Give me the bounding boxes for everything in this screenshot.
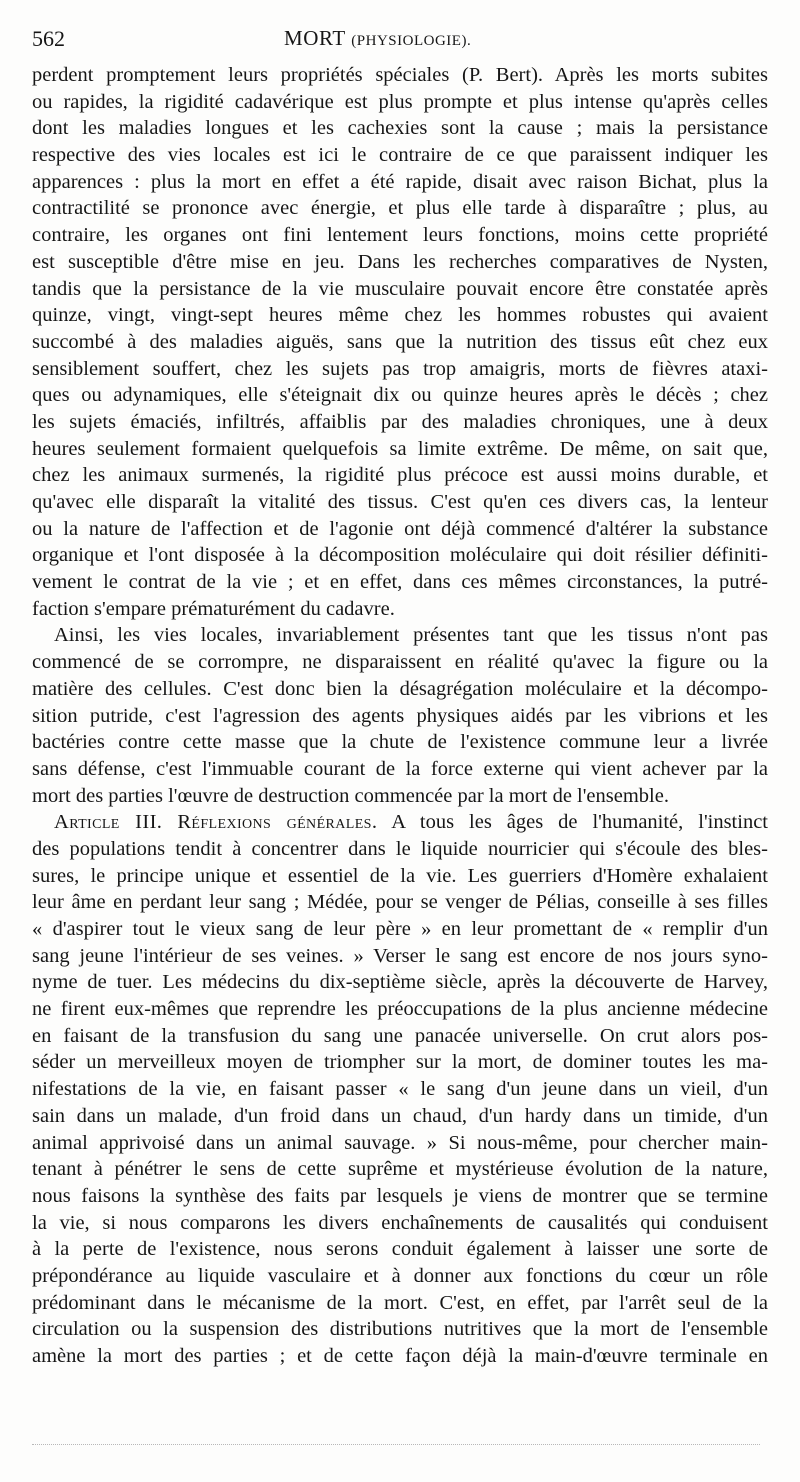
text-line: respective des vies locales est ici le contraire de ce que paraissent indiquer les [32,144,768,167]
text-line: heures seulement formaient quelquefois sa limite extrême. De même, on sait que, [32,437,768,460]
text-line: dont les maladies longues et les cachexies sont la cause ; mais la persistance [32,117,768,140]
text-line: quinze, vingt, vingt-sept heures même chez les hommes robustes qui avaient [32,304,768,327]
text-line: amène la mort des parties ; et de cette façon déjà la main-d'œuvre terminale en [32,1345,768,1367]
text-line: ne firent eux-mêmes que reprendre les préoccupations de la plus ancienne médecine [32,998,768,1021]
text-line: est susceptible d'être mise en jeu. Dans les recherches comparatives de Nysten, [32,250,768,273]
text-line: « d'aspirer tout le vieux sang de leur père » en leur promettant de « remplir d'un [32,918,768,940]
text-line: sans défense, c'est l'immuable courant de la force externe qui vient achever par la [32,757,768,780]
text-line: bactéries contre cette masse que la chute de l'existence commune leur a livrée [32,731,768,754]
text-line: les sujets émaciés, infiltrés, affaiblis par des maladies chroniques, une à deux [32,410,768,433]
text-line: succombé à des maladies aiguës, sans que la nutrition des tissus eût chez eux [32,330,768,353]
text-line: chez les animaux surmenés, la rigidité plus précoce est aussi moins durable, et [32,464,768,487]
text-line: sain dans un malade, d'un froid dans un chaud, d'un hardy dans un timide, d'un [32,1104,768,1127]
text-line: sensiblement souffert, chez les sujets pas trop amaigris, morts de fièvres ataxi- [32,357,768,380]
running-title [284,26,471,51]
paragraph-first-line: Ainsi, les vies locales, invariablement présentes tant que les tissus n'ont pas [54,624,768,647]
text-line: à la perte de l'existence, nous serons conduit également à laisser une sorte de [32,1238,768,1261]
text-line: vement le contrat de la vie ; et en effet, dans ces mêmes circonstances, la putré- [32,571,768,594]
text-line: séder un merveilleux moyen de triompher sur la mort, de dominer toutes les ma- [32,1051,768,1074]
text-line: nifestations de la vie, en faisant passer « le sang d'un jeune dans un vieil, d'un [32,1078,768,1101]
text-line: contractilité se prononce avec énergie, et plus elle tarde à disparaître ; plus, au [32,197,768,220]
text-line: qu'avec elle disparaît la vitalité des tissus. C'est qu'en ces divers cas, la lenteur [32,491,768,513]
text-line: circulation ou la suspension des distributions nutritives que la mort de l'ensemble [32,1318,768,1341]
article-heading-line [32,809,768,836]
text-line: prépondérance au liquide vasculaire et à donner aux fonctions du cœur un rôle [32,1264,768,1287]
text-line: ou la nature de l'affection et de l'agonie ont déjà commencé d'altérer la substance [32,517,768,540]
body-text [32,62,768,1370]
text-line: la vie, si nous comparons les divers enchaînements de causalités qui conduisent [32,1211,768,1234]
paragraph-end-line: mort des parties l'œuvre de destruction commencée par la mort de l'ensemble. [32,784,669,807]
text-line: nyme de tuer. Les médecins du dix-septième siècle, après la découverte de Harvey, [32,971,768,994]
text-line: sang jeune l'intérieur de ses veines. » Verser le sang est encore de nos jours syno- [32,944,768,967]
bottom-rule [32,1444,760,1445]
text-line: ou rapides, la rigidité cadavérique est plus prompte et plus intense qu'après celles [32,90,768,113]
page-number: 562 [32,26,65,51]
text-line: leur âme en perdant leur sang ; Médée, pour se venger de Pélias, conseille à ses filles [32,891,768,914]
text-line: perdent promptement leurs propriétés spéciales (P. Bert). Après les morts subites [32,64,768,86]
article-line-text: A tous les âges de l'humanité, l'instinct [391,811,768,834]
paragraph-end-line: faction s'empare prématurément du cadavre. [32,597,395,620]
text-line: nous faisons la synthèse des faits par lesquels je viens de montrer que se termine [32,1184,768,1207]
text-line: apparences : plus la mort en effet a été rapide, disait avec raison Bichat, plus la [32,170,768,193]
text-line: contraire, les organes ont fini lentement leurs fonctions, moins cette propriété [32,224,768,247]
text-line: ques ou adynamiques, elle s'éteignait dix ou quinze heures après le décès ; chez [32,384,768,407]
text-line: commencé de se corrompre, ne disparaissent en réalité qu'avec la figure ou la [32,651,768,674]
text-line: organique et l'ont disposée à la décomposition moléculaire qui doit résilier définiti- [32,544,768,567]
article-title: Réflexions générales. [177,811,378,834]
text-line: matière des cellules. C'est donc bien la désagrégation moléculaire et la décompo- [32,677,768,700]
text-line: tenant à pénétrer le sens de cette suprême et mystérieuse évolution de la nature, [32,1158,768,1181]
text-line: en faisant de la transfusion du sang une panacée universelle. On crut alors pos- [32,1024,768,1047]
article-label: Article III. [54,811,163,834]
text-line: animal apprivoisé dans un animal sauvage. » Si nous-même, pour chercher main- [32,1131,768,1154]
text-line: prédominant dans le mécanisme de la mort. C'est, en effet, par l'arrêt seul de la [32,1291,768,1314]
running-title-subject: (PHYSIOLOGIE). [351,33,472,49]
text-line: des populations tendit à concentrer dans le liquide nourricier qui s'écoule des bles- [32,837,768,860]
text-line: sition putride, c'est l'agression des agents physiques aidés par les vibrions et les [32,704,768,727]
running-title-main: MORT [284,26,346,50]
text-line: sures, le principe unique et essentiel de la vie. Les guerriers d'Homère exhalaient [32,864,768,887]
text-line: tandis que la persistance de la vie musculaire pouvait encore être constatée après [32,277,768,300]
running-head [32,26,760,56]
